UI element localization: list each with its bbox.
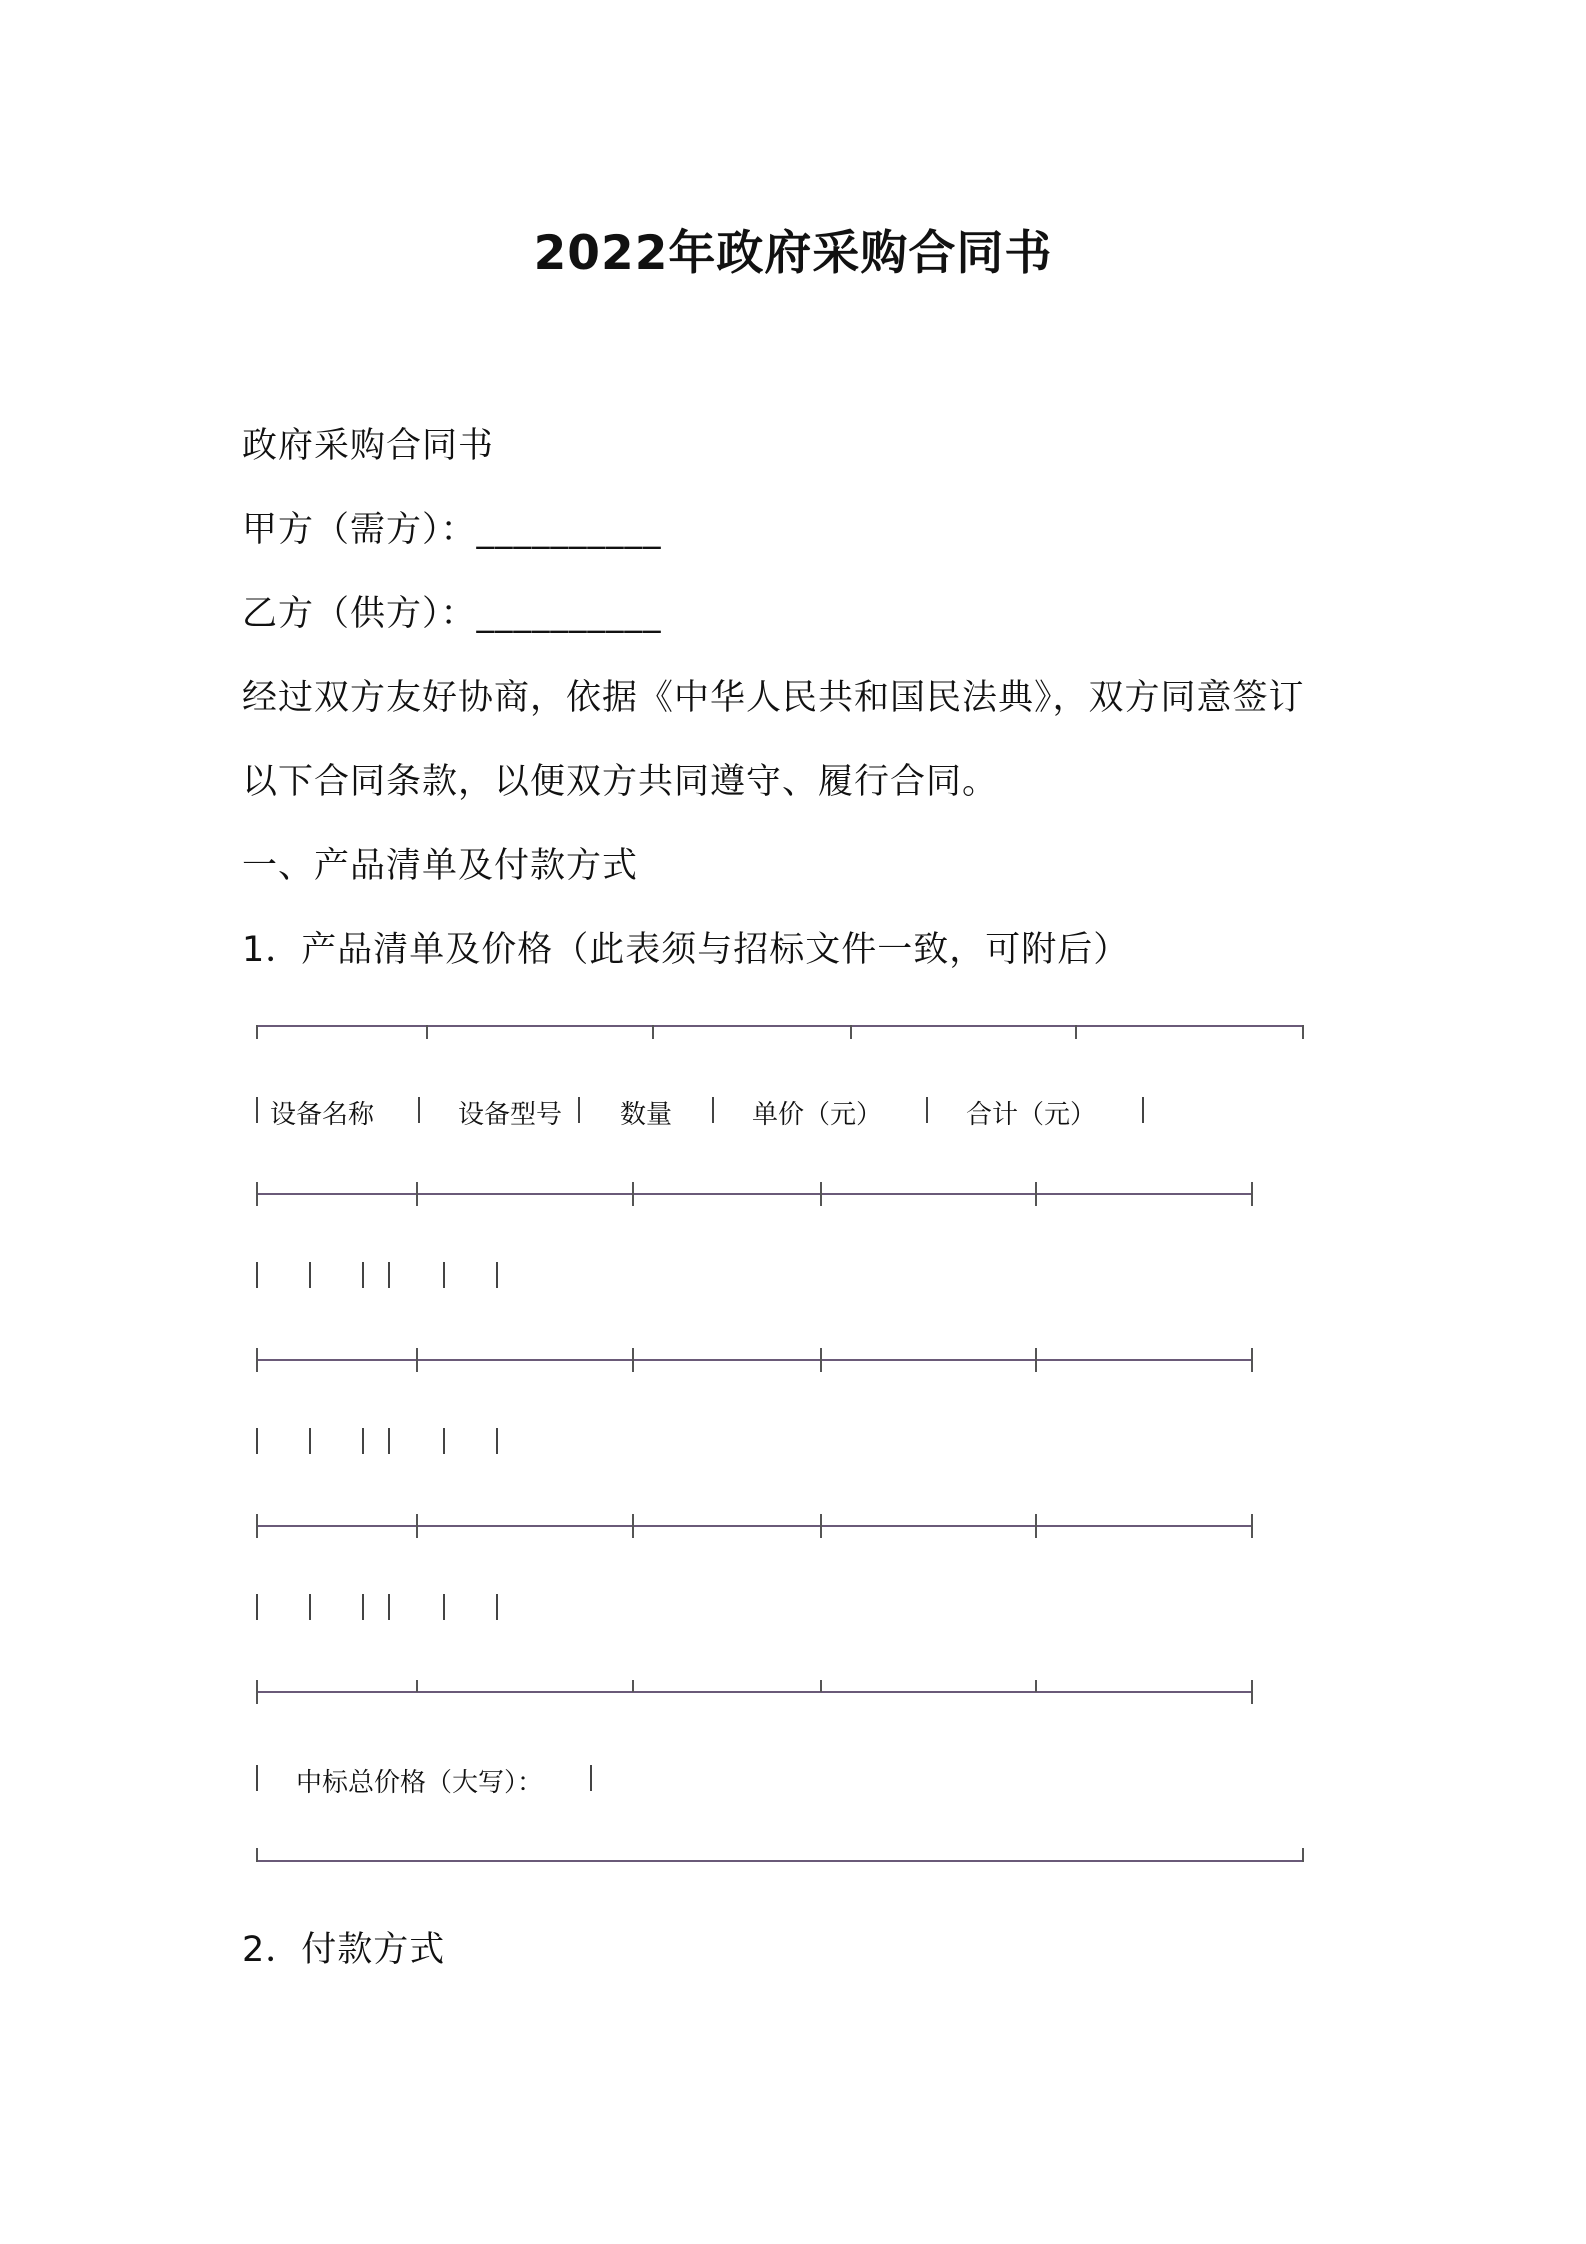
empty-cell-divider (362, 1262, 364, 1288)
table-tick (256, 1848, 258, 1862)
empty-cell-divider (388, 1428, 390, 1454)
empty-cell-divider (256, 1428, 258, 1454)
header-equipment-model: 设备型号 (458, 1100, 563, 1130)
table-tick (850, 1025, 852, 1039)
empty-cell-divider (443, 1262, 445, 1288)
table-tick (1035, 1680, 1037, 1692)
empty-cell-divider (496, 1428, 498, 1454)
table-tick (1035, 1514, 1037, 1538)
table-tick (820, 1680, 822, 1692)
header-quantity: 数量 (620, 1100, 673, 1130)
empty-cell-divider (496, 1594, 498, 1620)
table-tick (416, 1680, 418, 1692)
empty-cell-divider (388, 1594, 390, 1620)
table-tick (1035, 1348, 1037, 1372)
table-tick (256, 1025, 258, 1039)
row-separator (256, 1691, 1251, 1693)
table-tick (1251, 1182, 1253, 1206)
party-a-line: 甲方（需方）：__________ (242, 510, 662, 550)
row-separator (256, 1193, 1251, 1195)
column-divider (926, 1097, 928, 1123)
empty-cell-divider (309, 1428, 311, 1454)
table-tick (1251, 1514, 1253, 1538)
table-tick (632, 1680, 634, 1692)
total-price-label: 中标总价格（大写）： (296, 1768, 544, 1798)
section-heading-1: 一、产品清单及付款方式 (242, 846, 639, 886)
table-tick (416, 1514, 418, 1538)
table-top-border (256, 1025, 1302, 1027)
table-bottom-border (256, 1860, 1302, 1862)
table-tick (416, 1182, 418, 1206)
column-divider (1142, 1097, 1144, 1123)
table-tick (820, 1348, 822, 1372)
table-tick (652, 1025, 654, 1039)
table-tick (1302, 1025, 1304, 1039)
table-tick (632, 1514, 634, 1538)
subtitle: 政府采购合同书 (242, 426, 495, 466)
table-tick (426, 1025, 428, 1039)
party-b-line: 乙方（供方）：__________ (242, 594, 662, 634)
header-subtotal: 合计（元） (966, 1100, 1097, 1130)
row-separator (256, 1525, 1251, 1527)
total-row-divider (590, 1765, 592, 1791)
table-tick (1251, 1348, 1253, 1372)
table-tick (820, 1514, 822, 1538)
empty-cell-divider (443, 1594, 445, 1620)
table-tick (1075, 1025, 1077, 1039)
column-divider (578, 1097, 580, 1123)
table-tick (1302, 1848, 1304, 1862)
table-tick (256, 1680, 258, 1704)
empty-cell-divider (388, 1262, 390, 1288)
intro-line-1: 经过双方友好协商，依据《中华人民共和国民法典》，双方同意签订 (242, 678, 1305, 718)
empty-cell-divider (496, 1262, 498, 1288)
table-tick (256, 1514, 258, 1538)
table-tick (256, 1348, 258, 1372)
item-heading-2: 2．付款方式 (242, 1930, 446, 1970)
intro-line-2: 以下合同条款，以便双方共同遵守、履行合同。 (242, 762, 999, 802)
table-tick (1035, 1182, 1037, 1206)
row-separator (256, 1359, 1251, 1361)
column-divider (256, 1097, 258, 1123)
table-tick (1251, 1680, 1253, 1704)
empty-cell-divider (256, 1594, 258, 1620)
empty-cell-divider (256, 1262, 258, 1288)
empty-cell-divider (309, 1262, 311, 1288)
empty-cell-divider (362, 1594, 364, 1620)
column-divider (712, 1097, 714, 1123)
table-tick (632, 1182, 634, 1206)
page-title: 2022年政府采购合同书 (533, 226, 1053, 281)
header-unit-price: 单价（元） (752, 1100, 883, 1130)
total-row-divider (256, 1765, 258, 1791)
table-tick (416, 1348, 418, 1372)
header-equipment-name: 设备名称 (270, 1100, 375, 1130)
table-tick (256, 1182, 258, 1206)
table-tick (632, 1348, 634, 1372)
item-heading-1: 1．产品清单及价格（此表须与招标文件一致，可附后） (242, 930, 1130, 970)
empty-cell-divider (309, 1594, 311, 1620)
empty-cell-divider (362, 1428, 364, 1454)
column-divider (418, 1097, 420, 1123)
table-tick (820, 1182, 822, 1206)
empty-cell-divider (443, 1428, 445, 1454)
